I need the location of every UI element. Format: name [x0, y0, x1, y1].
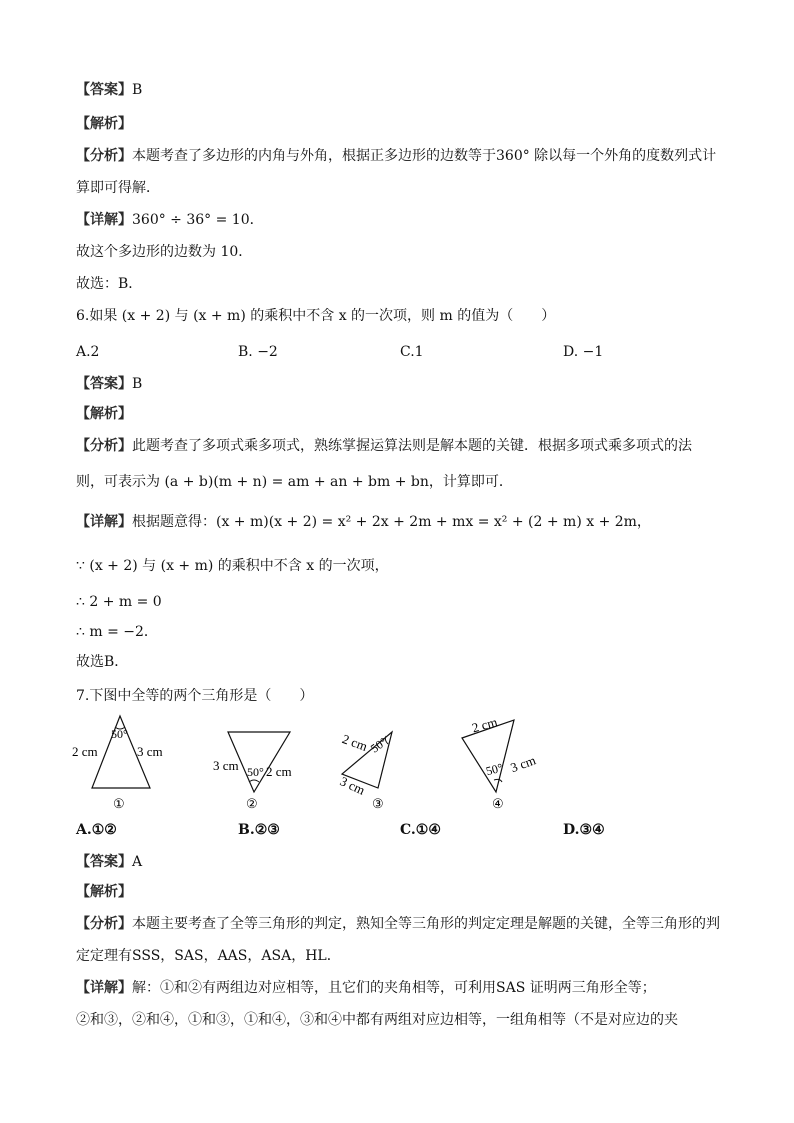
q5-answer-line [76, 80, 142, 100]
triangle-4-side-left: 2 cm [470, 714, 499, 736]
triangle-3-side-left: 2 cm [340, 731, 370, 754]
answer-value: B [132, 82, 143, 98]
triangle-2-side-left: 3 cm [213, 758, 239, 773]
q5-fenxi-line-2: 算即可得解． [76, 180, 160, 196]
answer-tag: 【答案】 [76, 82, 132, 98]
triangle-1-side-right: 3 cm [137, 744, 163, 759]
q5-fenxi-line-1: 【分析】本题考查了多边形的内角与外角，根据正多边形的边数等于360° 除以每一个外角的度数列式计 [76, 148, 717, 164]
triangle-1-side-left: 2 cm [72, 744, 98, 759]
q7-option-b: B.②③ [238, 822, 280, 838]
q6-therefore-line-2: ∴ m = −2． [76, 624, 158, 640]
q7-xiangjie-line-2: ②和③，②和④，①和③，①和④，③和④中都有两组对应边相等，一组角相等（不是对应边的夹 [76, 1012, 678, 1028]
q5-choose: 故选：B． [76, 276, 143, 292]
triangle-4-angle: 50° [484, 760, 505, 779]
q6-therefore-line-1: ∴ 2 + m = 0 [76, 594, 162, 610]
triangle-1-angle: 50° [111, 727, 128, 741]
q6-option-a: A.2 [76, 344, 100, 360]
triangle-3-angle: 50° [367, 734, 390, 756]
q6-option-c: C.1 [400, 344, 424, 360]
q7-option-a: A.①② [76, 822, 117, 838]
triangle-2-side-right: 2 cm [266, 764, 292, 779]
q7-option-c: C.①④ [400, 822, 441, 838]
q6-fenxi-line-2: 则，可表示为 (a + b)(m + n) = am + an + bm + bn，计算即可． [76, 474, 513, 490]
q6-fenxi-line-1: 【分析】此题考查了多项式乘多项式，熟练掌握运算法则是解本题的关键．根据多项式乘多项式的法 [76, 438, 692, 454]
q7-fenxi-line-1: 【分析】本题主要考查了全等三角形的判定，熟知全等三角形的判定定理是解题的关键，全等三角形的判 [76, 916, 720, 932]
q5-analysis-tag: 【解析】 [76, 116, 132, 132]
triangle-2-angle: 50° [247, 765, 264, 779]
q5-xiangjie-line-2: 故这个多边形的边数为 10． [76, 244, 253, 260]
q7-analysis-tag: 【解析】 [76, 884, 132, 900]
q6-choose: 故选B． [76, 654, 129, 670]
q7-stem: 7.下图中全等的两个三角形是（ ） [76, 688, 314, 704]
triangle-1-label: ① [113, 796, 125, 811]
q7-answer-line: 【答案】A [76, 854, 143, 870]
triangle-2-label: ② [246, 796, 258, 811]
q7-option-d: D.③④ [563, 822, 605, 838]
q6-analysis-tag: 【解析】 [76, 406, 132, 422]
q6-option-d: D. −1 [563, 344, 604, 360]
q6-xiangjie-line-1: 【详解】根据题意得：(x + m)(x + 2) = x² + 2x + 2m + mx = x² + (2 + m) x + 2m， [76, 514, 651, 530]
triangle-figure-3 [338, 718, 448, 814]
triangle-4-side-right: 3 cm [508, 752, 538, 776]
triangle-4-label: ④ [492, 796, 504, 811]
q7-xiangjie-line-1: 【详解】解：①和②有两组边对应相等，且它们的夹角相等，可利用SAS 证明两三角形全等； [76, 980, 656, 996]
q6-answer-line: 【答案】B [76, 376, 143, 392]
triangle-figure-1 [70, 712, 180, 812]
q6-because-line: ∵ (x + 2) 与 (x + m) 的乘积中不含 x 的一次项， [76, 558, 389, 574]
triangle-3-label: ③ [372, 796, 384, 811]
q7-fenxi-line-2: 定定理有SSS，SAS，AAS，ASA，HL． [76, 948, 341, 964]
triangle-figure-2 [210, 722, 310, 814]
q5-xiangjie-line-1: 【详解】360° ÷ 36° = 10． [76, 212, 264, 228]
q6-stem: 6.如果 (x + 2) 与 (x + m) 的乘积中不含 x 的一次项，则 m 的值为（ ） [76, 308, 556, 324]
triangle-figure-4 [456, 714, 566, 814]
triangle-3-side-right: 3 cm [338, 773, 368, 798]
q6-option-b: B. −2 [238, 344, 278, 360]
triangle-2-angle-arc [249, 780, 259, 782]
